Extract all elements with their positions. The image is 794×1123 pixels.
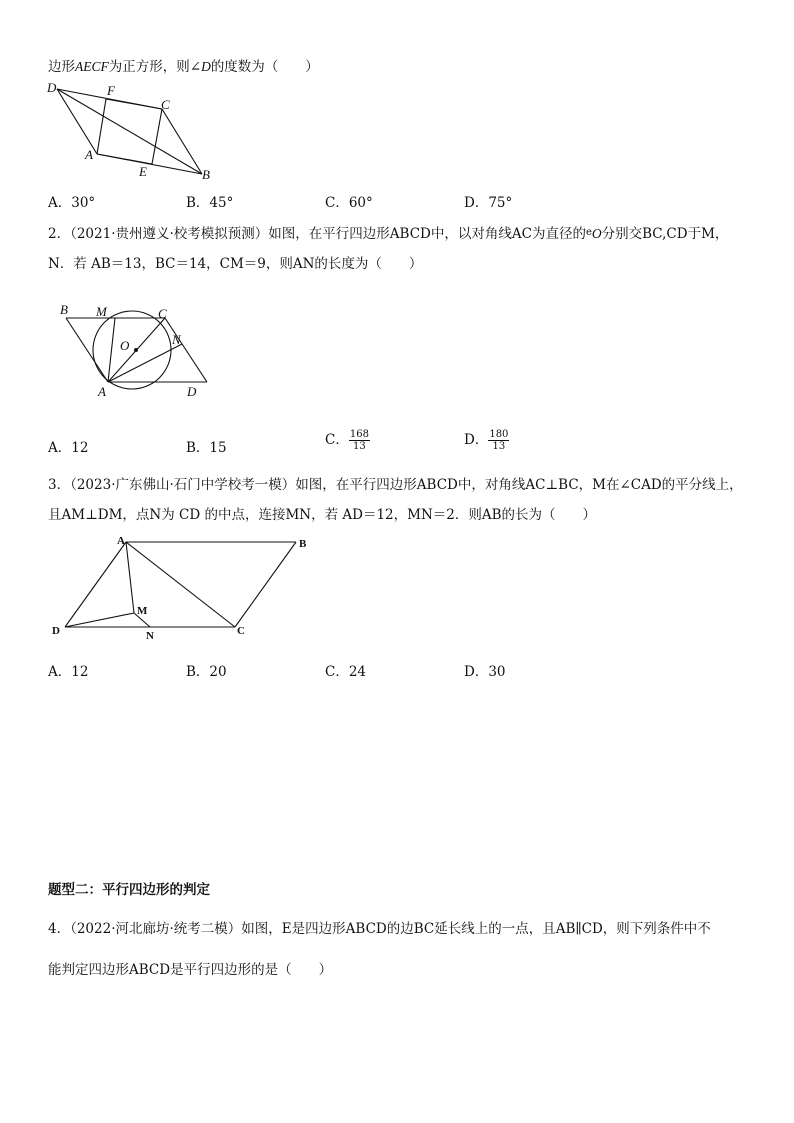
q2-option-c-fraction: $\frac{168}{13}$ [349,429,369,452]
q2-label-M: M [96,304,107,319]
q3-figure [48,530,318,642]
q1-stem: 边形AECF为正方形，则∠D的度数为（ ） [48,59,319,75]
q2-label-B: B [60,302,68,317]
q1-label-B: B [202,167,210,182]
q2-center-dot [134,348,138,352]
q3-option-a[interactable]: A．12 [48,664,89,680]
q1-label-A: A [85,147,93,162]
q1-label-E: E [139,164,147,179]
q2-label-C: C [158,306,167,321]
q3-option-c[interactable]: C．24 [325,664,367,680]
q4-stem-line2: 能判定四边形ABCD是平行四边形的是（ ） [48,962,333,978]
q3-stem-line2: 且AM⊥DM，点N为 CD 的中点，连接MN，若 AD＝12，MN＝2．则AB的长为（ ） [48,507,597,523]
q2-label-N: N [172,332,181,347]
q3-option-b[interactable]: B．20 [186,664,227,680]
q3-label-N: N [146,630,154,642]
q3-label-M: M [137,605,148,617]
q3-label-D: D [52,625,60,637]
q2-label-A: A [98,384,106,399]
q1-label-C: C [161,97,170,112]
q1-option-a[interactable]: A．30° [48,195,96,211]
q3-label-B: B [299,538,307,550]
q3-stem-line1: 3．（2023·广东佛山·石门中学校考一模）如图，在平行四边形ABCD中，对角线AC⊥BC，M在∠CAD的平分线上， [48,477,743,493]
q1-option-b[interactable]: B．45° [186,195,234,211]
q3-option-d[interactable]: D．30 [464,664,506,680]
q2-option-c[interactable]: C． $\frac{168}{13}$ [325,429,369,452]
q2-label-D: D [187,384,197,399]
q4-stem-line1: 4．（2022·河北廊坊·统考二模）如图，E是四边形ABCD的边BC延长线上的一点，且AB∥CD，则下列条件中不 [48,921,711,937]
q2-label-O: O [120,338,130,353]
q2-stem-line2: N．若 AB＝13，BC＝14，CM＝9，则AN的长度为（ ） [48,256,423,272]
q1-label-F: F [107,83,115,98]
q1-option-c[interactable]: C．60° [325,195,373,211]
q2-option-d-fraction: $\frac{180}{13}$ [489,429,509,452]
q2-figure [54,296,214,400]
q2-option-a[interactable]: A．12 [48,440,89,456]
section-heading: 题型二：平行四边形的判定 [48,882,210,898]
q3-label-C: C [237,625,245,637]
q1-figure [44,78,244,186]
q2-option-d[interactable]: D． $\frac{180}{13}$ [464,429,509,452]
q3-label-A: A [117,535,125,547]
q1-label-D: D [47,80,57,95]
q1-option-d[interactable]: D．75° [464,195,513,211]
q2-option-b[interactable]: B．15 [186,440,227,456]
q2-stem-line1: 2．（2021·贵州遵义·校考模拟预测）如图，在平行四边形ABCD中，以对角线AC为直径的$^e$O分别交BC,CD于M， [48,226,729,242]
